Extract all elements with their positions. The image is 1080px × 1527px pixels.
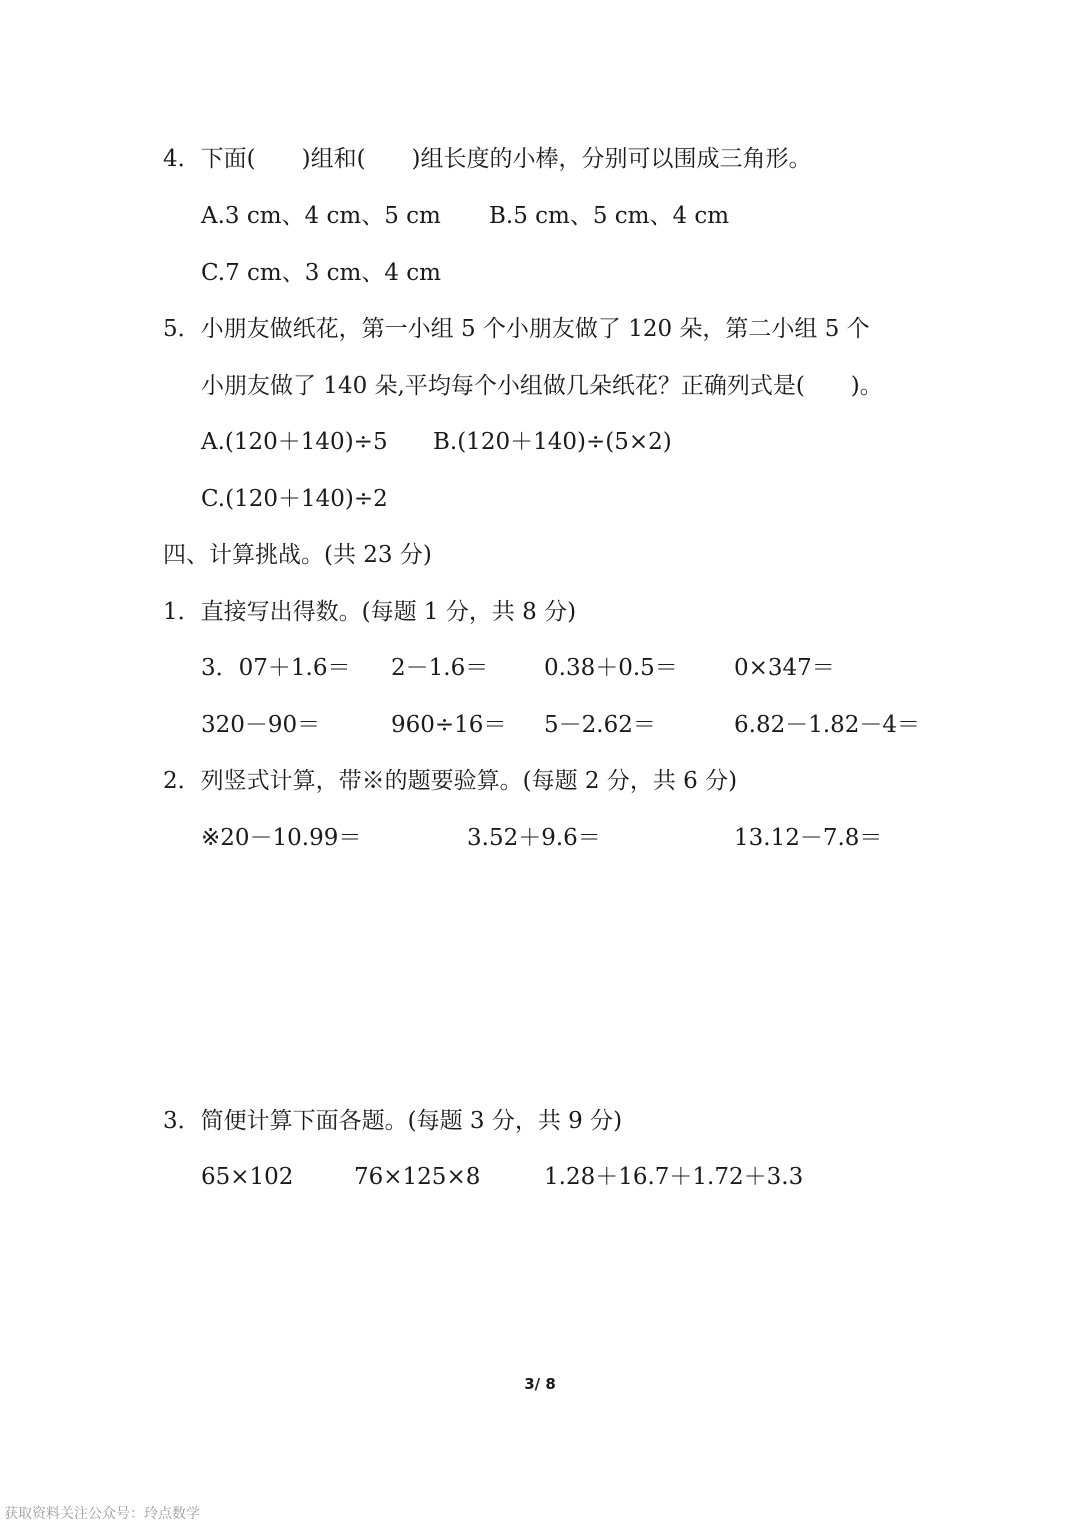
s3-title: 3．简便计算下面各题。(每题 3 分，共 9 分)	[163, 1108, 623, 1134]
s1-r2-c4: 6.82－1.82－4＝	[734, 712, 921, 738]
q5-option-b: B.(120＋140)÷(5×2)	[433, 429, 672, 455]
q5-option-a: A.(120＋140)÷5	[201, 429, 388, 455]
s2-item-3: 13.12－7.8＝	[734, 825, 883, 851]
q5-stem-line1: 5．小朋友做纸花，第一小组 5 个小朋友做了 120 朵，第二小组 5 个	[163, 316, 870, 342]
s1-r1-c3: 0.38＋0.5＝	[544, 655, 678, 681]
q4-option-c: C.7 cm、3 cm、4 cm	[201, 260, 441, 286]
s1-r1-c2: 2－1.6＝	[391, 655, 489, 681]
q4-option-a: A.3 cm、4 cm、5 cm	[201, 203, 441, 229]
q5-stem-line2: 小朋友做了 140 朵,平均每个小组做几朵纸花？正确列式是( )。	[201, 373, 883, 399]
s2-item-2: 3.52＋9.6＝	[467, 825, 601, 851]
section-4-title: 四、计算挑战。(共 23 分)	[163, 542, 432, 568]
q4-stem: 4．下面( )组和( )组长度的小棒，分别可以围成三角形。	[163, 146, 812, 172]
s3-item-3: 1.28＋16.7＋1.72＋3.3	[544, 1164, 804, 1190]
watermark-text: 获取资料关注公众号：玲点数学	[4, 1506, 200, 1522]
s1-r2-c1: 320－90＝	[201, 712, 321, 738]
s2-item-1: ※20－10.99＝	[201, 825, 362, 851]
s2-title: 2．列竖式计算，带※的题要验算。(每题 2 分，共 6 分)	[163, 768, 738, 794]
s3-item-1: 65×102	[201, 1164, 294, 1190]
s1-r1-c1: 3．07＋1.6＝	[201, 655, 351, 681]
q5-option-c: C.(120＋140)÷2	[201, 486, 388, 512]
q4-option-b: B.5 cm、5 cm、4 cm	[489, 203, 730, 229]
s1-title: 1．直接写出得数。(每题 1 分，共 8 分)	[163, 599, 577, 625]
s3-item-2: 76×125×8	[354, 1164, 481, 1190]
s1-r1-c4: 0×347＝	[734, 655, 835, 681]
s1-r2-c2: 960÷16＝	[391, 712, 507, 738]
page-number: 3/ 8	[524, 1375, 556, 1393]
s1-r2-c3: 5－2.62＝	[544, 712, 656, 738]
